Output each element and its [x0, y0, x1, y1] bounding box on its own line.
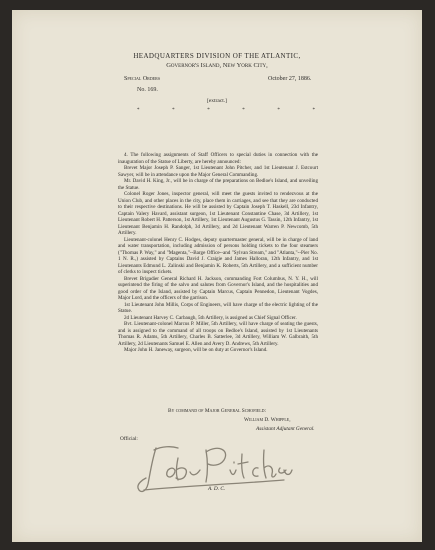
official-label: Official: — [120, 436, 138, 442]
extract-label: [extract.] — [207, 98, 227, 104]
star-mark: * — [172, 108, 175, 113]
paragraph: Mr. David H. King, Jr., will be in charge of the preparations on Bedloe's Island, and unveiling the Statue. — [118, 178, 318, 191]
star-mark: * — [137, 108, 140, 113]
star-mark: * — [242, 108, 245, 113]
ellipsis-stars — [137, 108, 315, 113]
order-number: No. 169. — [137, 87, 158, 93]
paragraph: Major John H. Janeway, surgeon, will be on duty at Governor's Island. — [124, 347, 268, 353]
headquarters-heading: HEADQUARTERS DIVISION OF THE ATLANTIC, — [133, 52, 301, 60]
signatory-title: Assistant Adjutant General. — [256, 426, 315, 432]
paragraph: 1st Lieutenant John Millis, Corps of Engineers, will have charge of the electric lighting of the Statue. — [118, 301, 318, 314]
paragraph: Colonel Roger Jones, inspector general, will meet the guests invited to rendezvous at the Union Club, and other places in the city, place them in carriages, and see that they are conducted to their respective destinations. He will be assisted by Captain Joseph T. Haskell, 23d Infantry, Captain Valery Havard, assistant surgeon, 1st Lieutenant Constantine Chase, 3d Artillery, 1st Lieutenant Robert H. Patterson, 1st Artillery, 1st Lieutenant Augustus G. Tassin, 12th Infantry, 1st Lieutenant Benjamin H. Randolph, 3d Artillery, and 2d Lieutenant Warren P. Newcomb, 5th Artillery. — [118, 191, 318, 236]
paragraph: Brevet Major Joseph P. Sanger, 1st Lieutenant John Pitcher, and 1st Lieutenant J. Estcourt Sawyer, will be in attendance upon the Major General Commanding. — [118, 165, 318, 178]
paragraph: 2d Lieutenant Harvey C. Carbaugh, 5th Artillery, is assigned as Chief Signal Officer. — [124, 314, 297, 321]
document-page — [12, 10, 422, 542]
adc-label: A. D. C. — [208, 486, 226, 492]
paragraph: 4. The following assignments of Staff Officers to special duties in connection with the inauguration of the Statue of Liberty, are hereby announced: — [118, 152, 318, 165]
paragraph: Bvt. Lieutenant-colonel Marcus P. Miller, 5th Artillery, will have charge of seating the guests, and is assigned to the command of all troops on Bedloe's Island, assisted by 1st Lieutenants Thomas R. Adams, 5th Artillery, Charles B. Satterlee, 3d Artillery, William W. Galbraith, 5th Artillery, 2d Lieutenants Samuel E. Allen and Avery D. Andrews, 5th Artillery. — [118, 321, 318, 347]
order-body — [118, 152, 318, 354]
command-line: By command of Major General Schofield: — [168, 408, 266, 414]
paragraph: Brevet Brigadier General Richard H. Jackson, commanding Fort Columbus, N. Y. H., will superintend the firing of the salvo and salutes from Governor's Island, and the hospitalities and good order of the Island, assisted by Captain Marcus, Captain Pennedon, Lieutenant Vogdes, Major Lord, and the officers of the garrison. — [118, 275, 318, 301]
star-mark: * — [312, 108, 315, 113]
star-mark: * — [277, 108, 280, 113]
location-subheading: Governor's Island, New York City, — [166, 62, 268, 69]
order-date: October 27, 1886. — [268, 76, 312, 82]
star-mark: * — [207, 108, 210, 113]
signatory-name: William D. Whipple, — [244, 417, 291, 423]
special-orders-label: Special Orders — [124, 76, 161, 82]
paragraph: Lieutenant-colonel Henry C. Hodges, deputy quartermaster general, will be in charge of land and water transportation, including admission of persons holding tickets to the four steamers ("Thomas P. Way," and "Magenta,"--Barge Office--and "Sylvan Stream," and "Atlanta,"--Pier No. 1 N. R.,) assisted by Captains David J. Craigie and James Halloran, 12th Infantry, and 1st Lieutenants Edmund L. Zalinski and Benjamin K. Roberts, 5th Artillery, and a sufficient number of clerks to inspect tickets. — [118, 236, 318, 275]
